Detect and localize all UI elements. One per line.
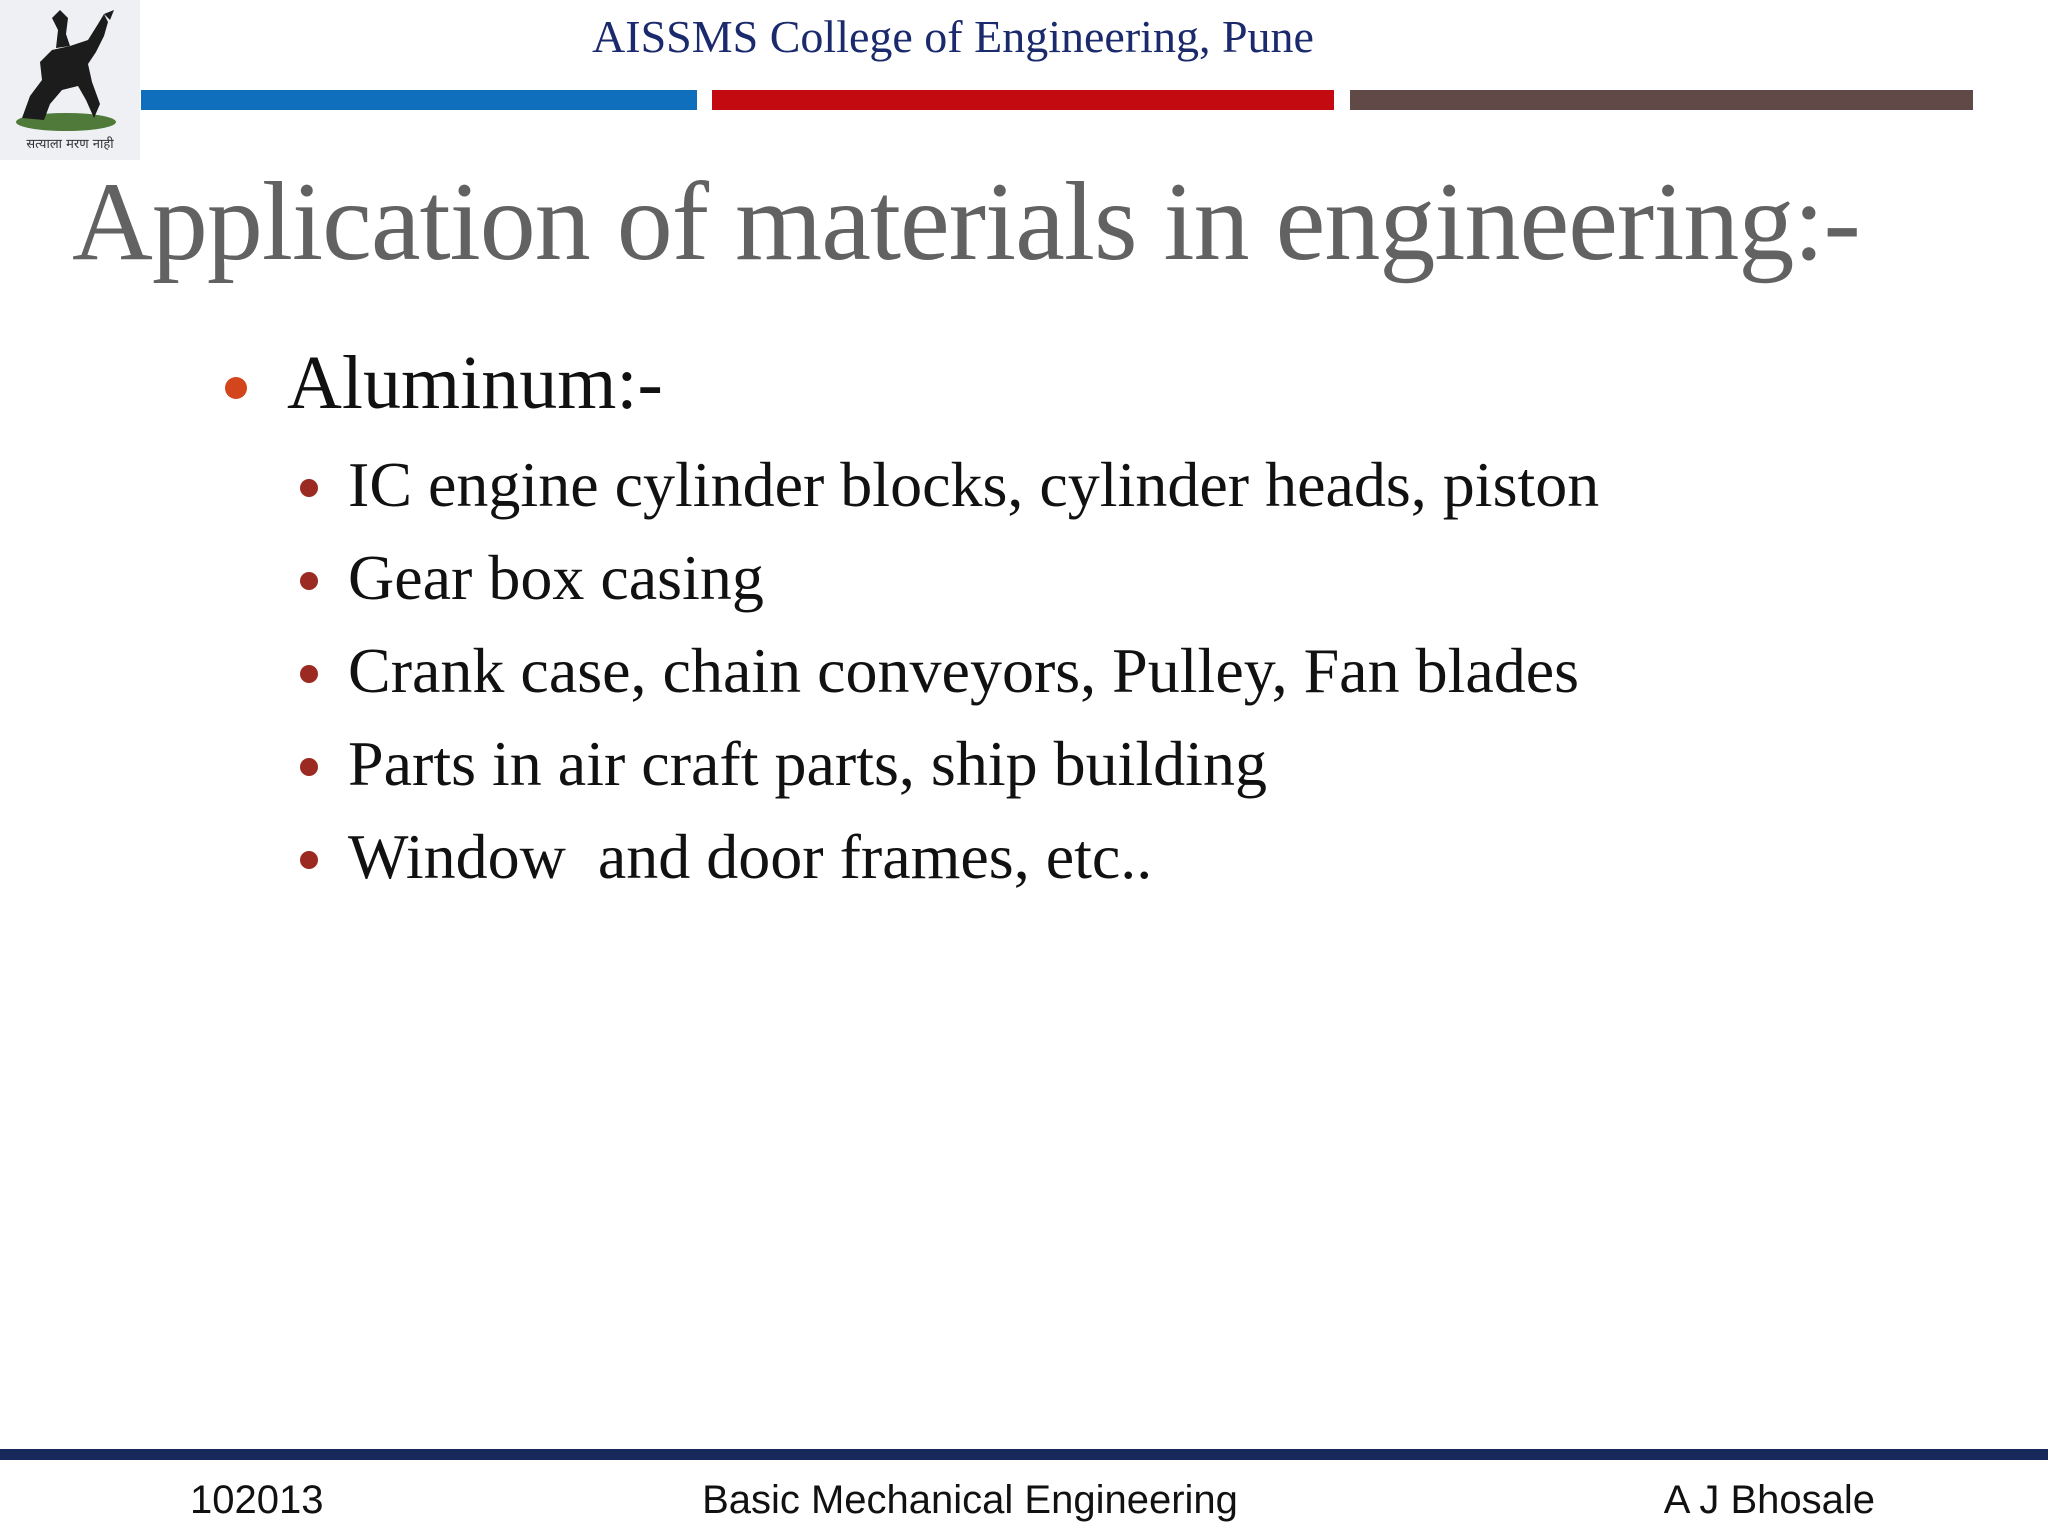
list-item [300, 810, 1599, 903]
logo-motto: सत्याला मरण नाही [26, 137, 114, 152]
slide-title: Application of materials in engineering:- [72, 160, 1860, 284]
footer-subject: Basic Mechanical Engineering [702, 1478, 1238, 1522]
list-item [300, 717, 1599, 810]
list-item [300, 531, 1599, 624]
footer-divider [0, 1449, 2048, 1460]
bullet-icon [225, 377, 247, 399]
list-item-text: Parts in air craft parts, ship building [348, 727, 1267, 799]
bullet-icon [300, 479, 318, 497]
bullet-icon [300, 665, 318, 683]
header-bar-red [712, 90, 1334, 110]
main-bullet-item [225, 340, 663, 427]
footer-course-code: 102013 [190, 1478, 324, 1522]
header-bar-blue [141, 90, 697, 110]
bullet-icon [300, 851, 318, 869]
main-bullet-text: Aluminum:- [287, 341, 663, 425]
list-item-text: Window and door frames, etc.. [348, 820, 1153, 892]
list-item-text: Gear box casing [348, 541, 764, 613]
header-bar-brown [1350, 90, 1973, 110]
list-item [300, 624, 1599, 717]
bullet-icon [300, 758, 318, 776]
list-item-text: IC engine cylinder blocks, cylinder heads, piston [348, 448, 1600, 520]
college-name: AISSMS College of Engineering, Pune [592, 11, 1314, 62]
list-item-text: Crank case, chain conveyors, Pulley, Fan blades [348, 634, 1580, 706]
footer-author: A J Bhosale [1663, 1478, 1875, 1522]
bullet-icon [300, 572, 318, 590]
list-item [300, 438, 1599, 531]
sub-bullet-list [300, 438, 1599, 903]
